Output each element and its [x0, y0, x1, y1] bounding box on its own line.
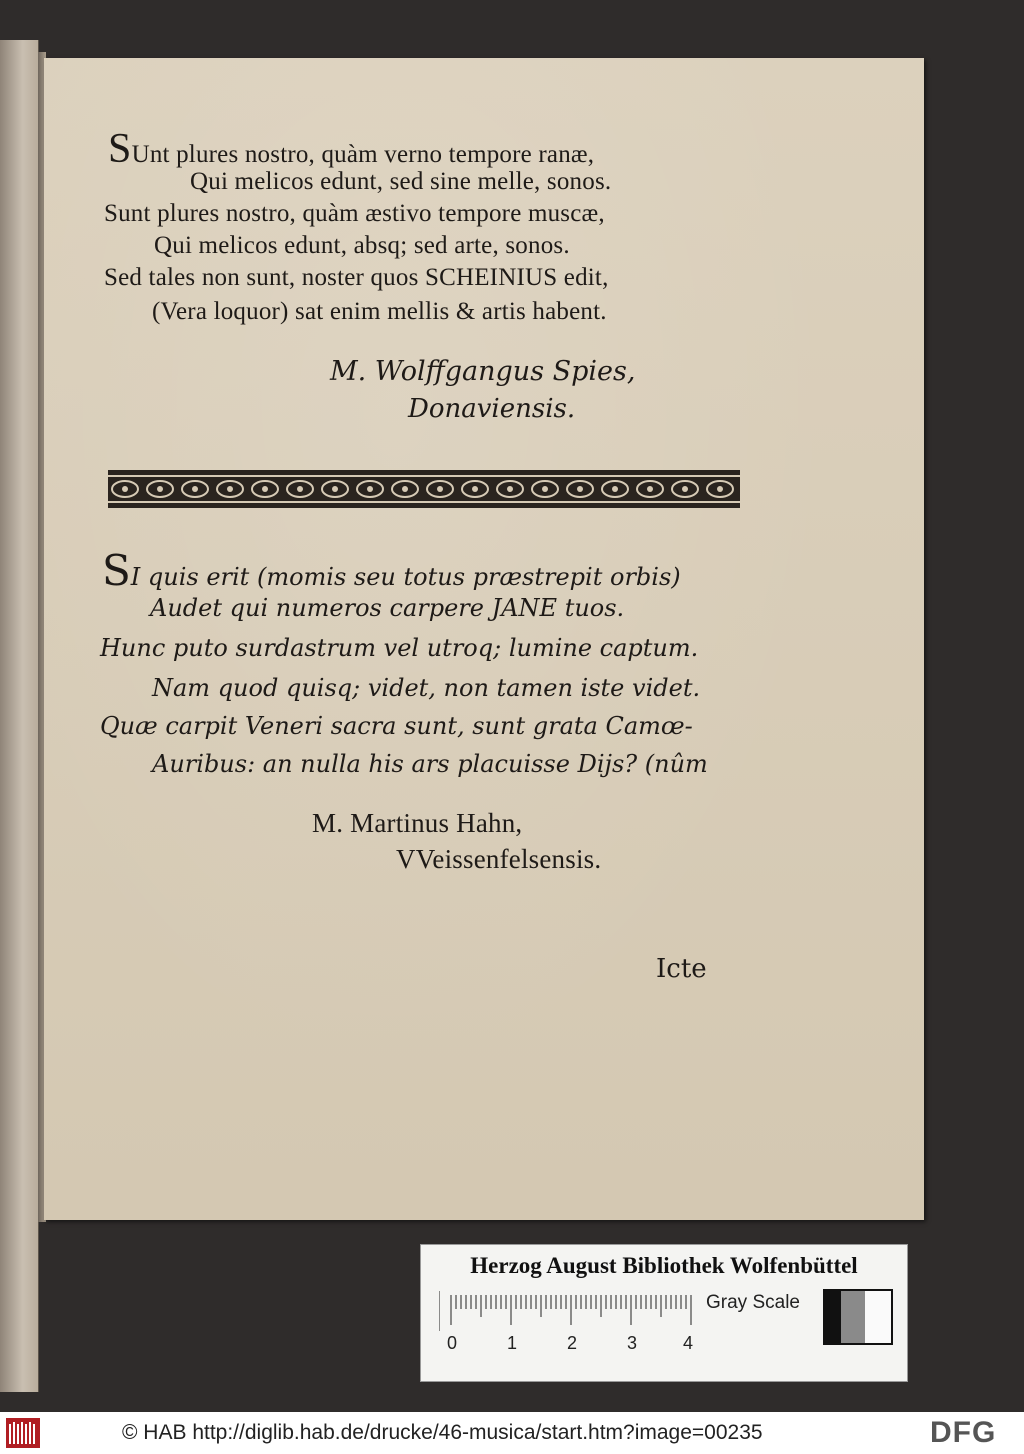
- ruler-number: 2: [567, 1333, 578, 1353]
- swatch-gray: [841, 1291, 865, 1343]
- poem1-line2: Qui melicos edunt, sed sine melle, sonos.: [190, 168, 612, 195]
- author2-place: VVeissenfelsensis.: [396, 844, 602, 874]
- poem1-line5: Sed tales non sunt, noster quos SCHEINIUS edit,: [104, 264, 609, 291]
- catchword: Icte: [656, 954, 707, 984]
- dfg-logo: DFG: [930, 1416, 997, 1449]
- poem1-line3: Sunt plures nostro, quàm æstivo tempore muscæ,: [104, 200, 605, 227]
- ruler-number: 0: [447, 1333, 458, 1353]
- swatch-white: [865, 1291, 891, 1343]
- ruler: [439, 1291, 699, 1333]
- poem1-line4: Qui melicos edunt, absq; sed arte, sonos.: [154, 232, 570, 259]
- left-page-edge: [0, 40, 39, 1392]
- gray-scale-label: Gray Scale: [706, 1292, 800, 1313]
- poem1-line6: (Vera loquor) sat enim mellis & artis habent.: [152, 298, 607, 325]
- poem1-line1: SUnt plures nostro, quàm verno tempore ranæ,: [108, 126, 595, 172]
- gray-scale-swatches: [823, 1289, 893, 1345]
- poem2-line2: Audet qui numeros carpere JANE tuos.: [150, 594, 625, 622]
- library-name: Herzog August Bibliothek Wolfenbüttel: [470, 1253, 858, 1278]
- poem1-dropcap: S: [108, 126, 132, 172]
- poem2-line1: SI quis erit (momis seu totus præstrepit orbis): [102, 546, 681, 595]
- poem2-line4: Nam quod quisq; videt, non tamen iste videt.: [152, 674, 701, 702]
- author1-name: M. Wolffgangus Spies,: [330, 356, 636, 387]
- author2-name: M. Martinus Hahn,: [312, 808, 523, 838]
- poem2-line5: Quæ carpit Veneri sacra sunt, sunt grata Camœ-: [100, 712, 693, 740]
- ornamental-border: [108, 470, 740, 508]
- copyright-url[interactable]: © HAB http://diglib.hab.de/drucke/46-musica/start.htm?image=00235: [122, 1421, 763, 1444]
- ruler-number: 1: [507, 1333, 518, 1353]
- hab-logo-icon: [6, 1418, 40, 1448]
- poem2-dropcap: S: [102, 546, 131, 595]
- author1-place: Donaviensis.: [408, 394, 576, 424]
- poem2-line3: Hunc puto surdastrum vel utroq; lumine captum.: [100, 634, 699, 662]
- footer-bar: [0, 1412, 1024, 1454]
- ruler-number: 4: [683, 1333, 694, 1353]
- swatch-black: [825, 1291, 841, 1343]
- poem2-line6: Auribus: an nulla his ars placuisse Dijs? (nûm: [152, 750, 708, 778]
- ruler-number: 3: [627, 1333, 638, 1353]
- book-page: [44, 58, 924, 1220]
- scale-card: [420, 1244, 908, 1382]
